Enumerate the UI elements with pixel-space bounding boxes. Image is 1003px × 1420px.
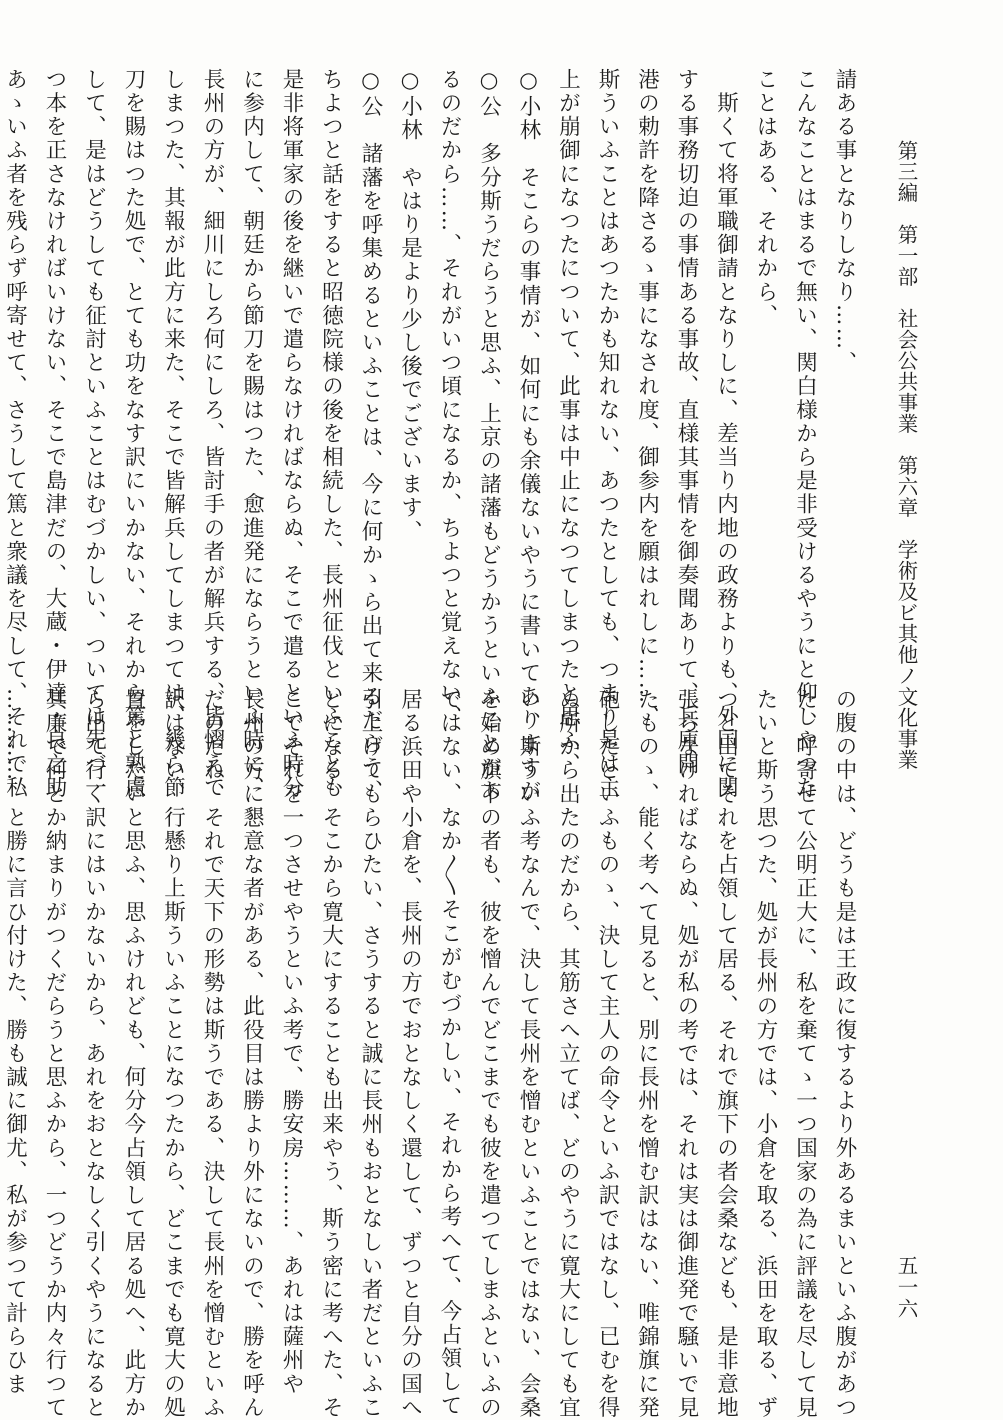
text-line: に参内して、朝廷から節刀を賜はつた、愈進発にならうといふ時に、 [239,68,265,800]
text-line: ら出て行く訳にはいかないから、あれをおとなしく引くやうになると [81,688,107,1420]
text-line: た、呼寄せて公明正大に、私を棄てゝ一つ国家の為に評議を尽して見 [792,688,818,1420]
text-line: 上が崩御になつたについて、此事は中止になつてしまつたと思ふ、 [555,68,581,776]
text-line: 張らなければならぬ、処が私の考では、それは実は御進発で騒いで見 [674,688,699,1420]
text-line: 置をしたいと思ふ、思ふけれども、何分今占領して居る処へ、此方か [121,688,146,1420]
text-line: を始め旗下の者も、彼を憎んでどこまでも彼を遣つてしまふといふの [476,688,502,1420]
text-line: ○小林 やはり是より少し後でございます、 [397,68,423,544]
text-line: ぬ所から出たのだから、其筋さへ立てば、どのやうに寛大にしても宜 [555,688,581,1420]
running-header: 第三編 第一部 社会公共事業 第六章 学術及ビ其他ノ文化事業 [894,140,918,770]
page-number: 五一六 [894,1255,918,1320]
text-line: とになる、そこから寛大にすることも出来やう、斯う密に考へた、そ [318,688,344,1420]
text-line: 斯くて将軍職御請となりしに、差当り内地の政務よりも、外国に関 [713,68,739,800]
text-line: 其廉で何とか納まりがつくだらうと思ふから、一つどうか内々行つて [42,688,67,1420]
text-line: ○公 多分斯うだらうと思ふ、上京の諸藩もどうかうといふことがあ [476,68,502,804]
text-line: るのだから……、それがいつ頃になるか、ちよつと覚えない、 [437,68,462,729]
text-line: つと出てそれを占領して居る、それで旗下の者会桑なども、是非意地 [713,688,739,1420]
text-line: こんなことはまるで無い、関白様から是非受けるやうにと仰しやつた [792,68,818,800]
text-line: ことはある、それから、 [753,68,778,328]
text-line: あゝいふ者を残らず呼寄せて、さうして篤と衆議を尽して、それで私 [2,68,28,800]
text-line: 砲したといふものゝ、決して主人の命令といふ訳ではなし、已むを得 [595,688,620,1420]
text-line: ちよつと話をすると昭徳院様の後を相続した、長州征伐といふことも [318,68,344,800]
text-line: 引上げてもらひたい、さうすると誠に長州もおとなしい者だといふこ [358,688,383,1420]
text-line: 港の勅許を降さるゝ事になされ度、御参内を願はれしに……、 [634,68,660,729]
text-line: 長州の方に懇意な者がある、此役目は勝より外にないので、勝を呼ん [239,688,265,1420]
text-line: 是非将軍家の後を継いで遣らなければならぬ、そこで遣るといふ時分 [279,68,304,800]
text-line: 居る浜田や小倉を、長州の方でおとなしく還して、ずつと自分の国へ [397,688,423,1420]
upper-text-block [2,68,864,804]
text-line: い、斯ういふ考なんで、決して長州を憎むといふことではない、会桑 [516,688,541,1420]
text-line: つ本を正さなければいけない、そこで島津だの、大蔵・伊達・良之助 [42,68,67,800]
text-line: 斯ういふことはあつたかも知れない、あつたとしても、つまり是は主 [595,68,620,800]
text-line: ○公 諸藩を呼集めるといふことは、今に何かゝら出て来るだらう、 [358,68,383,804]
text-line: だのだね、それで天下の形勢は斯うである、決して長州を憎むといふ [200,688,225,1420]
text-line: たものゝ、能く考へて見ると、別に長州を憎む訳はない、唯錦旗に発 [634,688,660,1420]
text-line: する事務切迫の事情ある事故、直様其事情を御奏聞ありて、兵庫開 [674,68,699,776]
text-line: しまつた、其報が此方に来た、そこで皆解兵してしまつては、幾ら節 [160,68,186,800]
text-line: ○小林 そこらの事情が、如何にも余儀ないやうに書いてありますが [516,68,541,804]
text-line: ではない、なか〳〵そこがむづかしい、それから考へて、今占領して [437,688,462,1418]
text-line: 請ある事となりしなり……、 [832,68,857,375]
text-line: 刀を賜はつた処で、とても功をなす訳にいかない、それから篤と熟慮 [121,68,146,800]
text-line: 訳はない、行懸り上斯ういふことになつたから、どこまでも寛大の処 [160,688,186,1420]
text-line: して、是はどうしても征討といふことはむづかしい、ついては先づ一 [81,68,107,800]
text-line: こでそれを一つさせやうといふ考で、勝安房………、あれは薩州や [279,688,304,1396]
text-line: の腹の中は、どうも是は王政に復するより外あるまいといふ腹があつ [832,688,857,1420]
lower-text-block [2,688,864,1420]
text-line: 長州の方が、細川にしろ何にしろ、皆討手の者が解兵する、皆慴えて [200,68,225,800]
text-line: …………、と勝に言ひ付けた、勝も誠に御尤、私が参つて計らひま [2,688,28,1396]
text-line: たいと斯う思つた、処が長州の方では、小倉を取る、浜田を取る、ず [753,688,778,1420]
